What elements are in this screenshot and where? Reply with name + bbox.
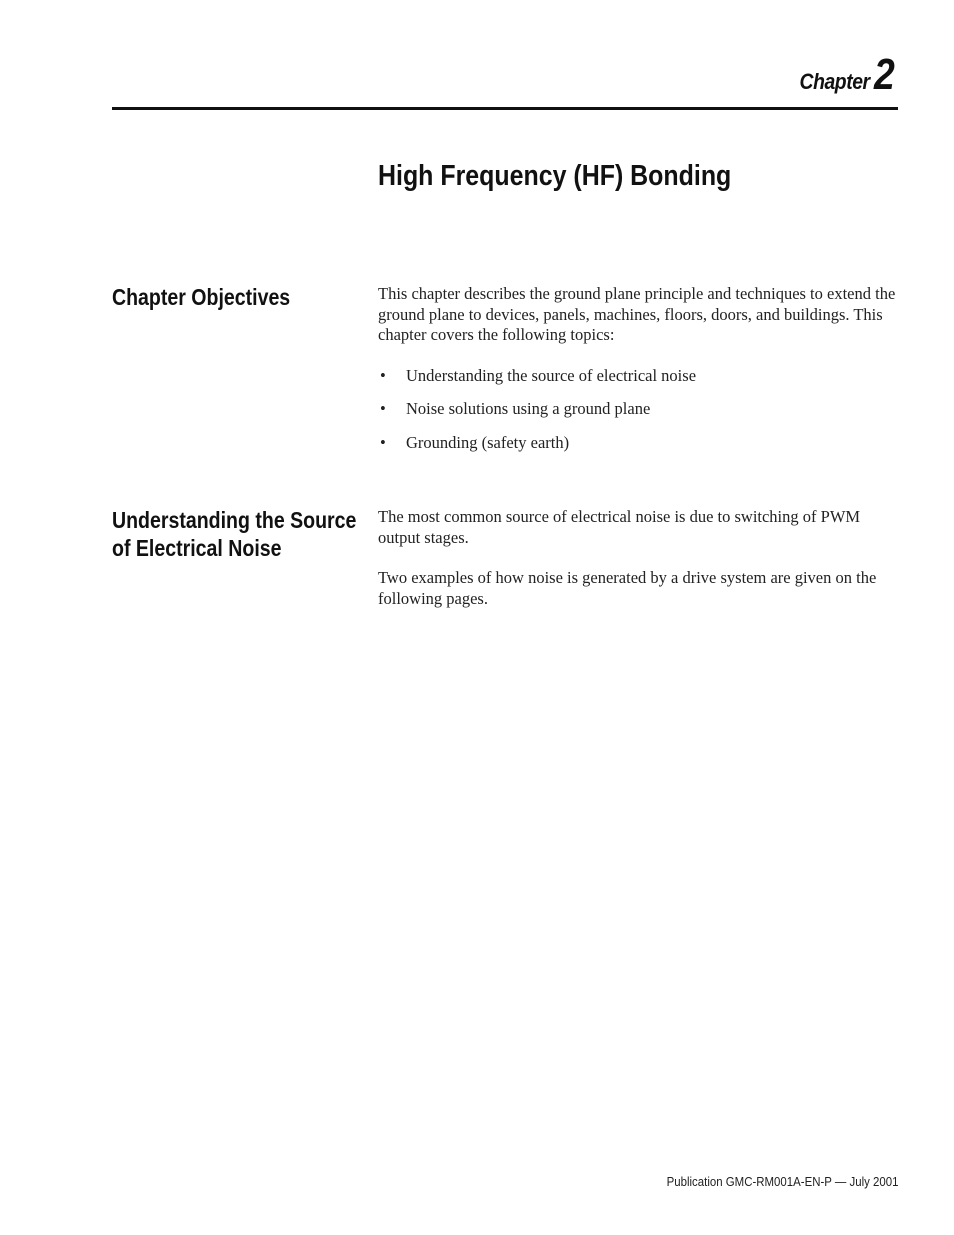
chapter-number: 2 [873,50,895,99]
publication-footer: Publication GMC-RM001A-EN-P — July 2001 [666,1174,898,1189]
topic-list [378,366,898,454]
list-item [378,366,898,387]
bullet-icon: • [380,432,386,452]
list-item-text: Noise solutions using a ground plane [406,399,651,418]
list-item [378,433,898,454]
paragraph: The most common source of electrical noise is due to switching of PWM output stages. [378,507,861,547]
list-item-text: Understanding the source of electrical noise [406,365,697,385]
header-rule [112,107,898,110]
chapter-label: Chapter [799,69,870,94]
section-heading-line: of Electrical Noise [112,535,282,561]
section-heading-line: Understanding the Source [112,507,357,533]
section-body-noise-source [378,507,898,629]
chapter-header [790,50,898,100]
bullet-icon: • [380,399,386,418]
list-item-text: Grounding (safety earth) [406,432,570,452]
bullet-icon: • [380,365,386,385]
section-heading-noise-source [112,506,356,562]
paragraph: Two examples of how noise is generated by a drive system are given on the following pages. [378,568,877,608]
section-heading-chapter-objectives: Chapter Objectives [112,284,291,310]
paragraph: This chapter describes the ground plane principle and techniques to extend the ground plane to devices, panels, machines, floors, doors, and buildings. This chapter covers the following topics: [378,284,896,344]
section-body-chapter-objectives [378,284,898,466]
list-item [378,399,898,420]
page-title: High Frequency (HF) Bonding [378,160,732,192]
